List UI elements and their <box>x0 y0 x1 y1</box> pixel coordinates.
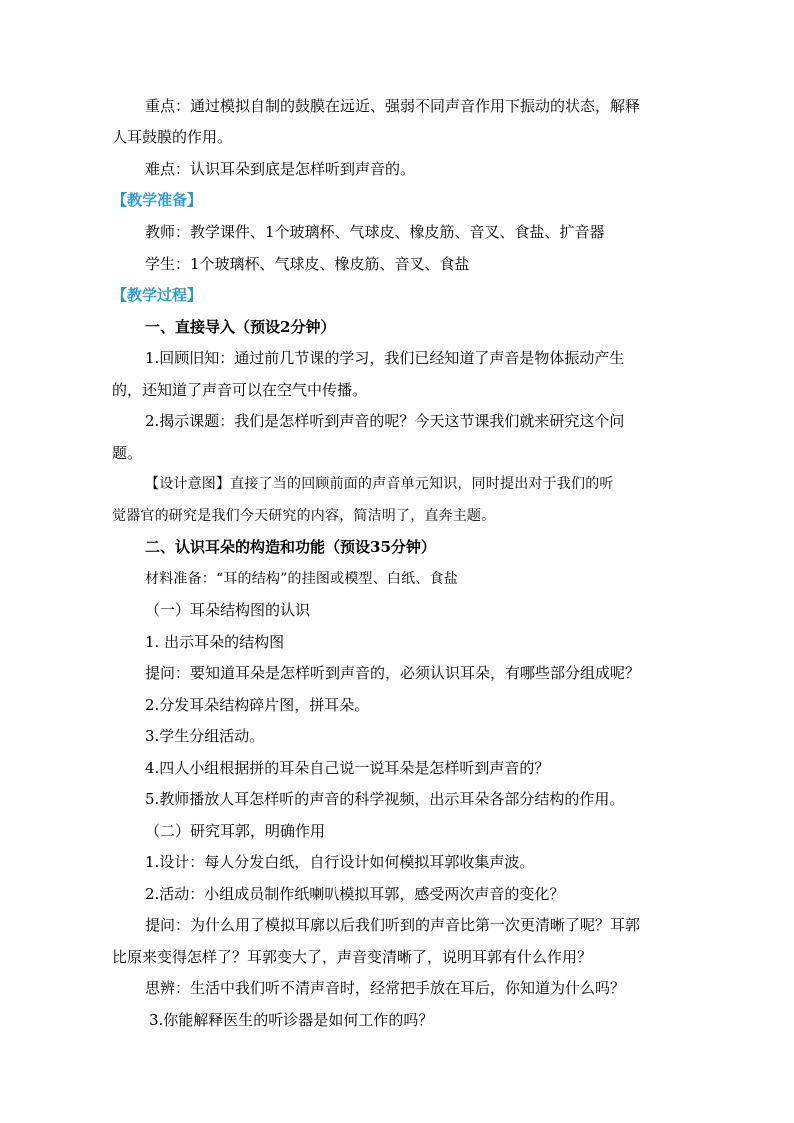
subsection-2-title: （二）研究耳郭，明确作用 <box>145 822 326 840</box>
materials-line: 材料准备：“耳的结构”的挂图或模型、白纸、食盐 <box>145 571 458 587</box>
difficulty-line: 难点：认识耳朵到底是怎样听到声音的。 <box>145 160 416 178</box>
part1-item1-line2: 的，还知道了声音可以在空气中传播。 <box>112 381 368 399</box>
design-intent-line1: 【设计意图】直接了当的回顾前面的声音单元知识，同时提出对于我们的听 <box>145 476 614 492</box>
s2-think: 思辨：生活中我们听不清声音时，经常把手放在耳后，你知道为什么吗？ <box>145 979 626 997</box>
s1-item5: 5.教师播放人耳怎样听的声音的科学视频，出示耳朵各部分结构的作用。 <box>145 790 625 808</box>
focus-line-1: 重点：通过模拟自制的鼓膜在远近、强弱不同声音作用下振动的状态，解释 <box>145 97 641 115</box>
section-title-process: 【教学过程】 <box>112 286 203 304</box>
s2-question-line1: 提问：为什么用了模拟耳廓以后我们听到的声音比第一次更清晰了呢？耳郭 <box>145 916 641 934</box>
s2-question-line2: 比原来变得怎样了？耳郭变大了，声音变清晰了，说明耳郭有什么作用？ <box>112 948 593 966</box>
part1-heading: 一、直接导入（预设2分钟） <box>145 318 336 336</box>
subsection-1-title: （一）耳朵结构图的认识 <box>145 601 311 619</box>
s2-item2: 2.活动：小组成员制作纸喇叭模拟耳郭，感受两次声音的变化？ <box>145 885 565 903</box>
student-materials: 学生：1个玻璃杯、气球皮、橡皮筋、音叉、食盐 <box>145 255 470 273</box>
s1-item1: 1. 出示耳朵的结构图 <box>145 633 285 651</box>
teacher-materials: 教师：教学课件、1个玻璃杯、气球皮、橡皮筋、音叉、食盐、扩音器 <box>145 223 605 241</box>
s1-item3: 3.学生分组活动。 <box>145 727 265 745</box>
s2-item1: 1.设计：每人分发白纸，自行设计如何模拟耳郭收集声波。 <box>145 853 535 871</box>
s1-item4: 4.四人小组根据拼的耳朵自己说一说耳朵是怎样听到声音的？ <box>145 759 550 777</box>
part2-heading: 二、认识耳朵的构造和功能（预设35分钟） <box>145 538 436 556</box>
s2-item3: 3.你能解释医生的听诊器是如何工作的吗？ <box>149 1011 434 1029</box>
part1-item2-line2: 题。 <box>112 444 143 462</box>
focus-line-2: 人耳鼓膜的作用。 <box>112 128 233 146</box>
section-title-preparation: 【教学准备】 <box>112 191 203 209</box>
s1-item2: 2.分发耳朵结构碎片图，拼耳朵。 <box>145 696 370 714</box>
design-intent-line2: 觉器官的研究是我们今天研究的内容，简洁明了，直奔主题。 <box>112 508 496 524</box>
part1-item2-line1: 2.揭示课题：我们是怎样听到声音的呢？今天这节课我们就来研究这个问 <box>145 412 625 430</box>
part1-item1-line1: 1.回顾旧知：通过前几节课的学习，我们已经知道了声音是物体振动产生 <box>145 349 625 367</box>
s1-question: 提问：要知道耳朵是怎样听到声音的，必须认识耳朵，有哪些部分组成呢？ <box>145 664 641 682</box>
